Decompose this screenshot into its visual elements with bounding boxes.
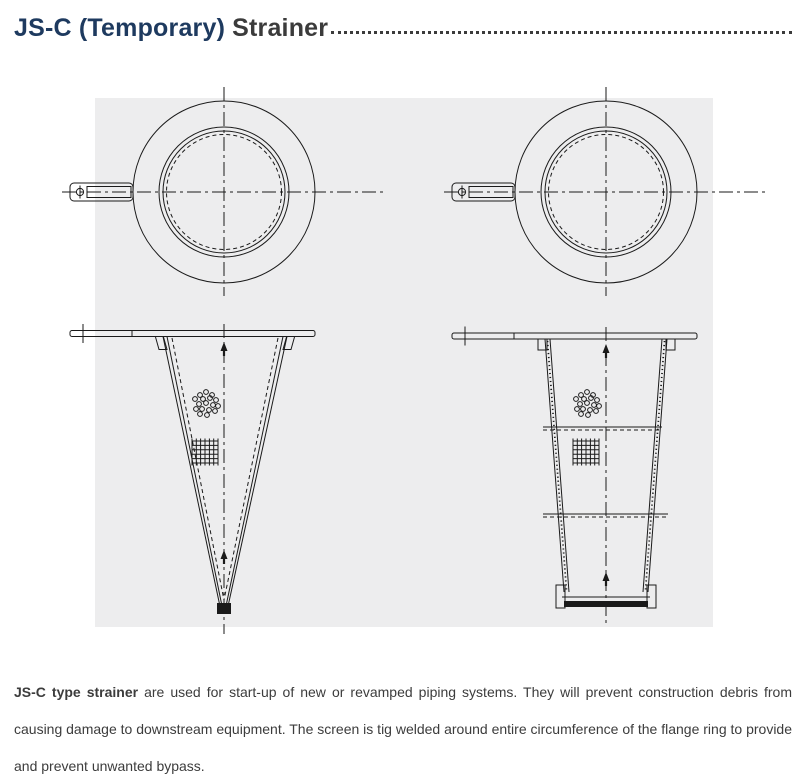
description-paragraph	[14, 674, 792, 780]
dotted-leader-line	[331, 31, 792, 34]
paragraph-line: causing damage to downstream equipment. The screen is tig welded around entire circumference of the flange ring to provide	[14, 721, 792, 737]
page-title-accent: JS-C (Temporary)	[14, 14, 226, 42]
drawing-canvas	[95, 98, 713, 627]
page-title: Strainer	[232, 14, 329, 42]
paragraph-line	[14, 674, 792, 711]
page-header	[14, 14, 792, 43]
paragraph-line: and prevent unwanted bypass.	[14, 758, 205, 774]
basket-bottom-plate	[564, 601, 648, 607]
paragraph-lead-bold: JS-C type strainer	[14, 684, 139, 700]
paragraph-line1-text: are used for start-up of new or revamped piping systems. They will prevent construction debris from	[144, 684, 792, 700]
strainer-drawing	[0, 60, 806, 650]
weld-apex-icon	[217, 603, 231, 614]
